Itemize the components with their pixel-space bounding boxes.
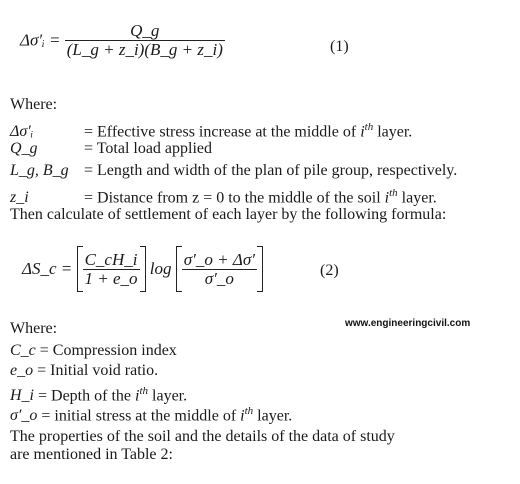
- eq2-lhs: ΔS_c =: [22, 259, 73, 278]
- definition-symbol: Δσ′ᵢ: [10, 123, 34, 141]
- definition-row: [10, 118, 412, 141]
- definition-symbol: H_i: [10, 387, 34, 405]
- definition-index: i: [240, 407, 245, 425]
- eq2-frac1-denominator: 1 + e_o: [84, 268, 138, 288]
- eq2-fraction-2: [182, 251, 257, 288]
- definition-text-end: layer.: [253, 407, 293, 425]
- eq2-frac2-numerator: σ′_o + Δσ′: [183, 249, 255, 269]
- equation-1: [20, 22, 225, 59]
- definition-text: = Compression index: [35, 342, 177, 359]
- definition-text: = initial stress at the middle of: [37, 407, 241, 425]
- definition-text: = Effective stress increase at the middle of: [84, 123, 361, 141]
- closing-line-1: The properties of the soil and the details of the data of study: [10, 428, 395, 445]
- eq1-numerator: Q_g: [130, 21, 160, 40]
- definition-text: = Depth of the: [34, 387, 135, 405]
- definition-index: i: [360, 123, 365, 141]
- definition-row: [10, 140, 212, 158]
- definition-symbol: C_c: [10, 342, 36, 359]
- definition-row: [10, 402, 292, 425]
- definition-superscript: th: [364, 121, 374, 133]
- eq1-lhs: Δσ′ᵢ =: [20, 30, 61, 50]
- definition-text-end: layer.: [373, 123, 413, 141]
- definition-row: [10, 342, 177, 360]
- watermark-text: www.engineeringcivil.com: [345, 318, 471, 329]
- eq2-frac2-denominator: σ′_o: [182, 269, 257, 288]
- eq2-bracket-right-2: [257, 246, 263, 292]
- definition-text: = Initial void ratio.: [33, 362, 159, 379]
- where-label-2: Where:: [10, 320, 58, 337]
- eq1-number: (1): [330, 38, 349, 55]
- definition-symbol: Q_g: [10, 140, 38, 157]
- definition-text: = Distance from z = 0 to the middle of the soil: [84, 189, 385, 207]
- definition-superscript: th: [244, 405, 254, 417]
- eq2-frac1-numerator: C_cH_i: [84, 249, 138, 269]
- definition-symbol: L_g, B_g: [10, 162, 69, 179]
- definition-row: [10, 362, 158, 380]
- definition-text-end: layer.: [148, 387, 188, 405]
- eq1-fraction: [65, 22, 225, 59]
- closing-line-2: are mentioned in Table 2:: [10, 446, 173, 463]
- intro-formula-2: Then calculate of settlement of each layer by the following formula:: [10, 206, 447, 223]
- definition-index: i: [135, 387, 140, 405]
- definition-row: [10, 162, 457, 180]
- eq2-bracket-right-1: [140, 246, 146, 292]
- definition-text: = Length and width of the plan of pile group, respectively.: [84, 162, 458, 179]
- eq2-number: (2): [320, 262, 339, 279]
- equation-2: [22, 246, 263, 292]
- definition-index: i: [384, 189, 390, 207]
- definition-text: = Total load applied: [84, 140, 213, 157]
- definition-symbol: e_o: [10, 362, 34, 379]
- definition-text-end: layer.: [397, 189, 437, 207]
- definition-superscript: th: [139, 385, 149, 397]
- definition-superscript: th: [389, 187, 398, 199]
- definition-row: [10, 184, 437, 207]
- where-label-1: Where:: [10, 96, 58, 113]
- eq2-log: log: [149, 259, 172, 278]
- definition-symbol: z_i: [10, 189, 29, 207]
- eq2-fraction-1: [83, 251, 140, 288]
- definition-symbol: σ′_o: [10, 407, 38, 425]
- eq1-denominator: (L_g + z_i)(B_g + z_i): [66, 40, 223, 59]
